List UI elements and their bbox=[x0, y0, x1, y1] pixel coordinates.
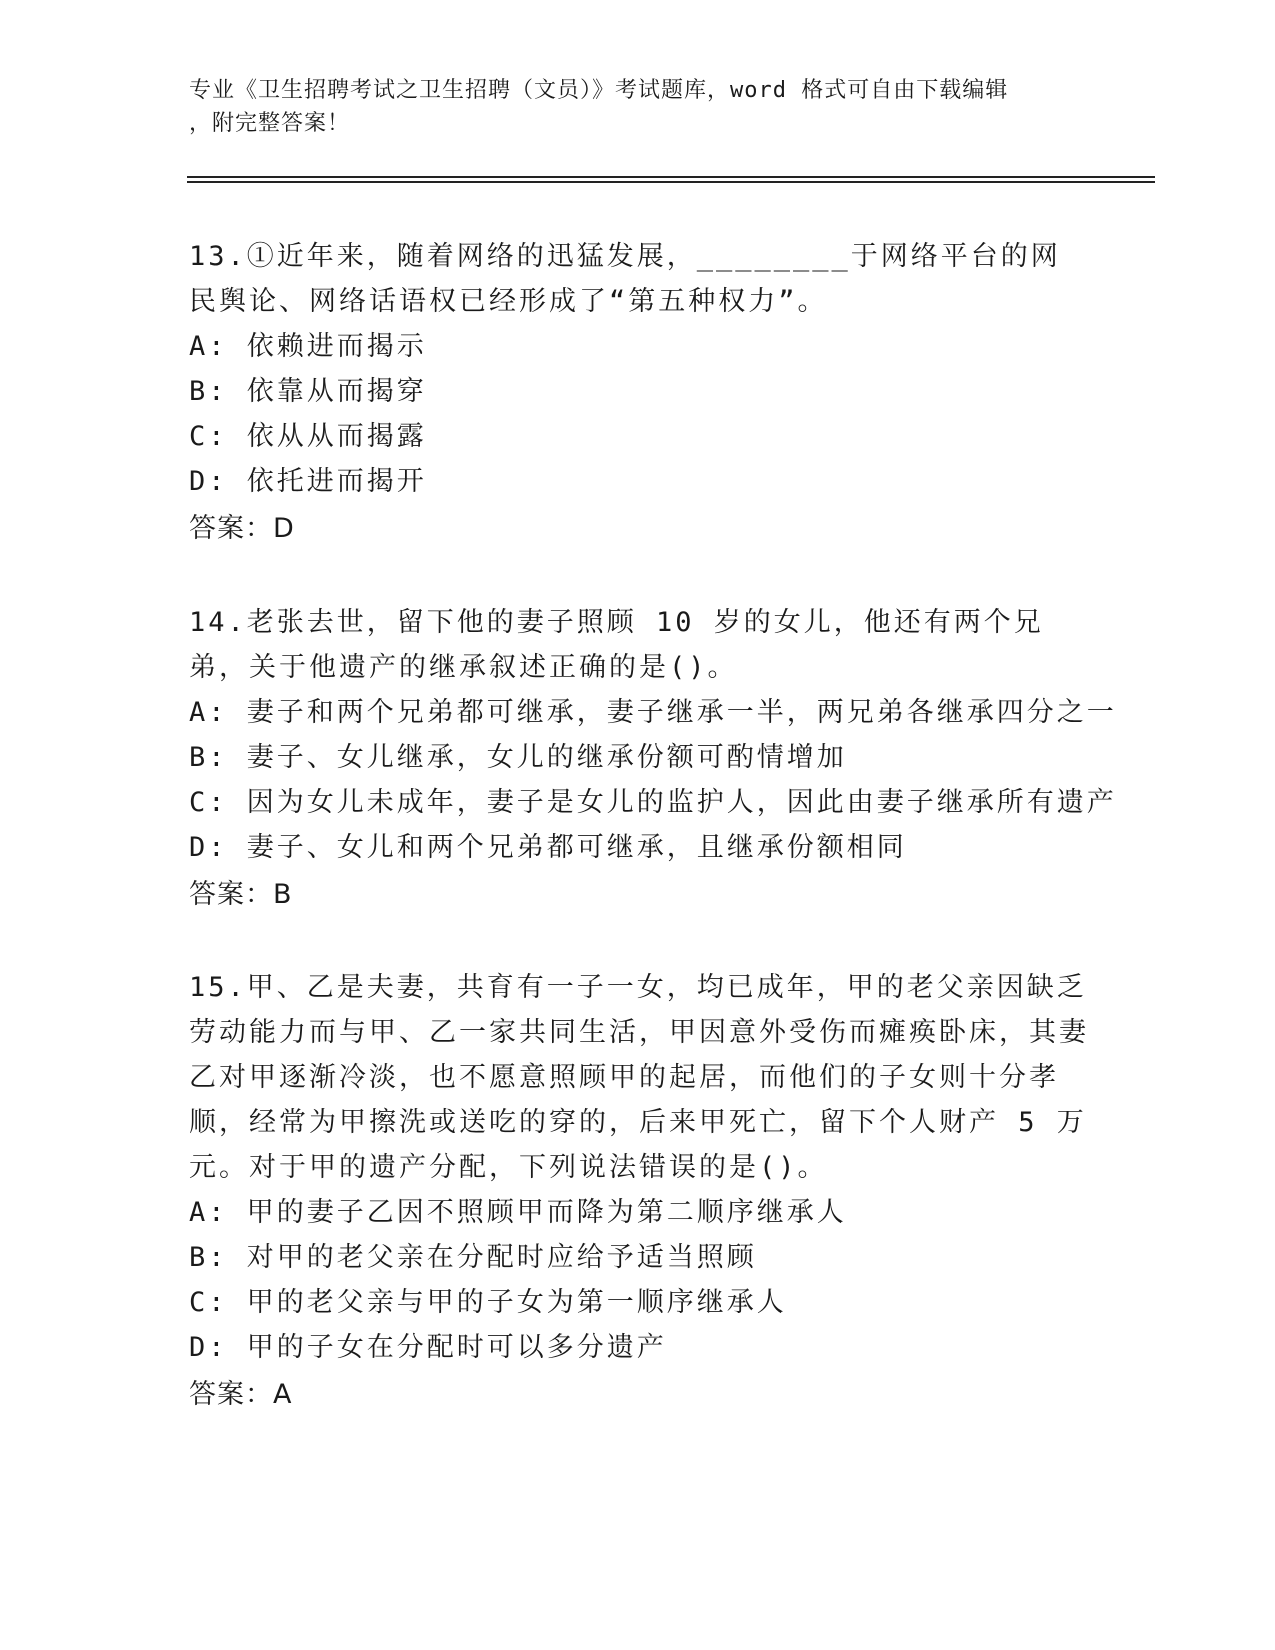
question-stem: 15.甲、乙是夫妻，共育有一子一女，均已成年，甲的老父亲因缺乏劳动能力而与甲、乙一家共同生活，甲因意外受伤而瘫痪卧床，其妻乙对甲逐渐冷淡，也不愿意照顾甲的起居，而他们的子女则十分孝顺，经常为甲擦洗或送吃的穿的，后来甲死亡，留下个人财产 5 万元。对于甲的遗产分配，下列说法错误的是()。 bbox=[189, 972, 1089, 1183]
answer-line: 答案：D bbox=[189, 513, 295, 544]
option-a: A: 甲的妻子乙因不照顾甲而降为第二顺序继承人 bbox=[189, 1197, 847, 1228]
header-divider-bottom bbox=[187, 181, 1155, 183]
question-13 bbox=[189, 234, 1089, 551]
header-divider-top bbox=[187, 176, 1155, 178]
question-stem: 13.①近年来，随着网络的迅猛发展，________于网络平台的网民舆论、网络话语权已经形成了“第五种权力”。 bbox=[189, 241, 1061, 317]
option-a: A: 妻子和两个兄弟都可继承，妻子继承一半，两兄弟各继承四分之一 bbox=[189, 697, 1117, 728]
option-a: A: 依赖进而揭示 bbox=[189, 331, 427, 362]
option-c: C: 因为女儿未成年，妻子是女儿的监护人，因此由妻子继承所有遗产 bbox=[189, 787, 1117, 818]
answer-line: 答案：A bbox=[189, 1379, 293, 1410]
document-header: 专业《卫生招聘考试之卫生招聘（文员）》考试题库，word 格式可自由下载编辑 ，附完整答案！ bbox=[189, 78, 1009, 136]
option-d: D: 甲的子女在分配时可以多分遗产 bbox=[189, 1332, 667, 1363]
option-b: B: 对甲的老父亲在分配时应给予适当照顾 bbox=[189, 1242, 757, 1273]
option-b: B: 妻子、女儿继承，女儿的继承份额可酌情增加 bbox=[189, 742, 847, 773]
answer-line: 答案：B bbox=[189, 879, 293, 910]
option-c: C: 甲的老父亲与甲的子女为第一顺序继承人 bbox=[189, 1287, 787, 1318]
option-b: B: 依靠从而揭穿 bbox=[189, 376, 427, 407]
option-c: C: 依从从而揭露 bbox=[189, 421, 427, 452]
option-d: D: 妻子、女儿和两个兄弟都可继承，且继承份额相同 bbox=[189, 832, 907, 863]
option-d: D: 依托进而揭开 bbox=[189, 466, 427, 497]
question-15 bbox=[189, 965, 1089, 1417]
question-stem: 14.老张去世，留下他的妻子照顾 10 岁的女儿，他还有两个兄弟，关于他遗产的继承叙述正确的是()。 bbox=[189, 607, 1044, 683]
question-14 bbox=[189, 600, 1117, 917]
